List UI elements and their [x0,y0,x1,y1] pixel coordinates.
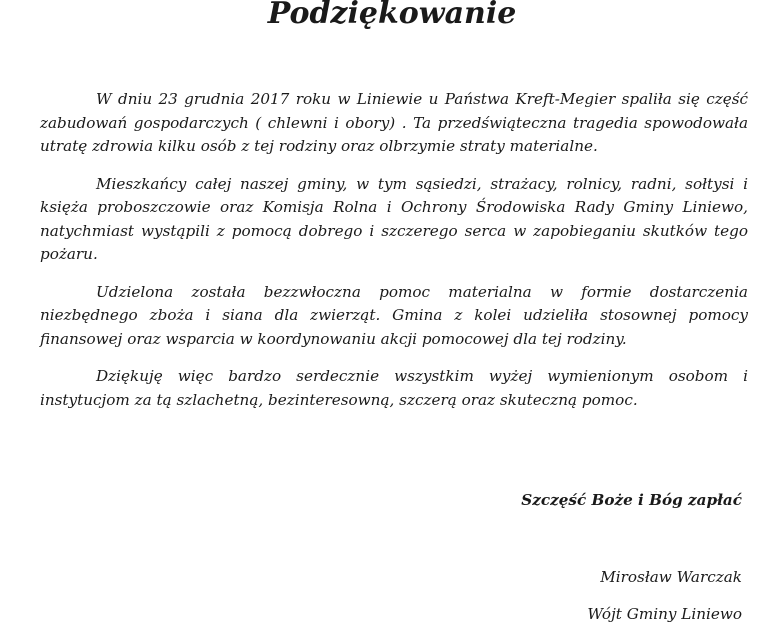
signer-role: Wójt Gminy Liniewo [587,605,742,623]
signer-name: Mirosław Warczak [600,568,742,586]
paragraph-community-help: Mieszkańcy całej naszej gminy, w tym sąsiedzi, strażacy, rolnicy, radni, sołtysi i księża proboszczowie oraz Komisja Rolna i Ochrony Środowiska Rady Gminy Liniewo, natychmiast wystąpili z pomocą dobrego i szczerego serca w zapobieganiu skutków tego pożaru. [40,174,748,263]
closing-phrase: Szczęść Boże i Bóg zapłać [521,491,742,509]
document-body [40,88,748,426]
paragraph-fire-event: W dniu 23 grudnia 2017 roku w Liniewie u Państwa Kreft-Megier spaliła się część zabudowań gospodarczych ( chlewni i obory) . Ta przedświąteczna tragedia spowodowała utratę zdrowia kilku osób z tej rodziny oraz olbrzymie straty materialne. [40,90,748,155]
paragraph-material-aid: Udzielona została bezzwłoczna pomoc materialna w formie dostarczenia niezbędnego zboża i siana dla zwierząt. Gmina z kolei udzieliła stosownej pomocy finansowej oraz wsparcia w koordynowaniu akcji pomocowej dla tej rodziny. [40,282,748,348]
document-title: Podziękowanie [267,0,517,31]
paragraph-thanks: Dziękuję więc bardzo serdecznie wszystkim wyżej wymienionym osobom i instytucjom za tą szlachetną, bezinteresowną, szczerą oraz skuteczną pomoc. [40,367,748,409]
